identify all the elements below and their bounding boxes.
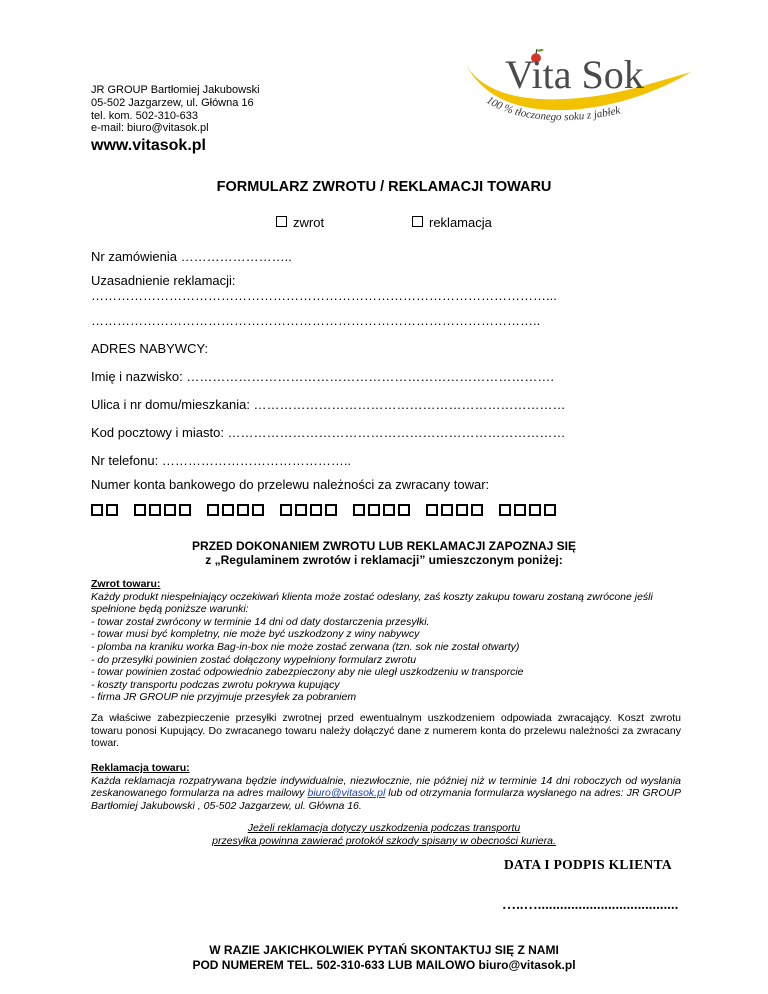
postal-city-field[interactable]: Kod pocztowy i miasto: …………………………………………………………………… xyxy=(91,425,566,440)
account-digit-box[interactable] xyxy=(252,504,264,516)
returns-condition: - towar został zwrócony w terminie 14 dni od daty dostarczenia przesyłki. xyxy=(91,615,430,628)
account-number-boxes[interactable] xyxy=(91,504,559,516)
returns-condition: - do przesyłki powinien zostać dołączony wypełniony formularz zwrotu xyxy=(91,653,417,666)
company-address: 05-502 Jazgarzew, ul. Główna 16 xyxy=(91,96,254,109)
complaint-option-label: reklamacja xyxy=(429,215,492,230)
account-digit-box[interactable] xyxy=(544,504,556,516)
footer-line-1: W RAZIE JAKICHKOLWIEK PYTAŃ SKONTAKTUJ SIĘ Z NAMI xyxy=(209,943,559,957)
returns-condition: - towar powinien zostać odpowiednio zabezpieczony aby nie uległ uszkodzeniu w transporcie xyxy=(91,666,524,679)
account-digit-box[interactable] xyxy=(237,504,249,516)
account-digit-box[interactable] xyxy=(295,504,307,516)
returns-condition: - plomba na kraniku worka Bag-in-box nie może zostać zerwana (tzn. sok nie został otwarty) xyxy=(91,640,520,653)
account-digit-box[interactable] xyxy=(164,504,176,516)
company-website: www.vitasok.pl xyxy=(91,137,206,155)
account-digit-box[interactable] xyxy=(471,504,483,516)
complaint-option[interactable] xyxy=(412,215,492,230)
company-email: e-mail: biuro@vitasok.pl xyxy=(91,122,209,135)
returns-heading: Zwrot towaru: xyxy=(91,578,161,590)
email-link[interactable]: biuro@vitasok.pl xyxy=(307,787,386,800)
reason-line-2[interactable]: ………………………………………………………………………………………….. xyxy=(91,313,541,328)
company-name: JR GROUP Bartłomiej Jakubowski xyxy=(91,84,260,96)
account-digit-box[interactable] xyxy=(207,504,219,516)
account-digit-box[interactable] xyxy=(499,504,511,516)
returns-condition: - towar musi być kompletny, nie może być uszkodzony z winy nabywcy xyxy=(91,628,420,641)
account-digit-box[interactable] xyxy=(91,504,103,516)
return-option[interactable] xyxy=(276,215,324,230)
complaints-heading: Reklamacja towaru: xyxy=(91,762,190,774)
brand-slogan: 100 % tłoczonego soku z jabłek xyxy=(484,94,622,124)
company-phone: tel. kom. 502-310-633 xyxy=(91,109,199,122)
notice xyxy=(0,539,768,567)
brand-name: Vita Sok xyxy=(505,52,644,97)
form-title: FORMULARZ ZWROTU / REKLAMACJI TOWARU xyxy=(216,179,552,195)
account-digit-box[interactable] xyxy=(368,504,380,516)
complaints-section xyxy=(91,762,681,812)
notice-line-2: z „Regulaminem zwrotów i reklamacji” umieszczonym poniżej: xyxy=(205,553,563,567)
footer xyxy=(0,943,768,973)
account-digit-group xyxy=(353,504,413,516)
account-digit-box[interactable] xyxy=(179,504,191,516)
name-field[interactable]: Imię i nazwisko: …………………………………………………………………………. xyxy=(91,369,554,384)
account-digit-group xyxy=(207,504,267,516)
account-digit-box[interactable] xyxy=(514,504,526,516)
account-digit-box[interactable] xyxy=(456,504,468,516)
notice-line-1: PRZED DOKONANIEM ZWROTU LUB REKLAMACJI ZAPOZNAJ SIĘ xyxy=(192,539,576,553)
account-digit-box[interactable] xyxy=(134,504,146,516)
returns-section xyxy=(91,578,681,704)
vita-sok-logo xyxy=(456,44,706,144)
transport-note xyxy=(0,822,768,847)
account-digit-box[interactable] xyxy=(441,504,453,516)
order-number-field[interactable]: Nr zamówienia …………………….. xyxy=(91,249,292,264)
transport-line-2: przesyłka powinna zawierać protokół szkody spisany w obecności kuriera. xyxy=(212,834,556,847)
account-digit-box[interactable] xyxy=(353,504,365,516)
account-digit-box[interactable] xyxy=(106,504,118,516)
footer-line-2: POD NUMEREM TEL. 502-310-633 LUB MAILOWO biuro@vitasok.pl xyxy=(192,958,576,972)
account-digit-box[interactable] xyxy=(383,504,395,516)
account-digit-box[interactable] xyxy=(310,504,322,516)
account-label: Numer konta bankowego do przelewu należności za zwracany towar: xyxy=(91,477,490,492)
account-digit-group xyxy=(426,504,486,516)
account-digit-group xyxy=(134,504,194,516)
reason-label: Uzasadnienie reklamacji: xyxy=(91,273,236,288)
returns-condition: - firma JR GROUP nie przyjmuje przesyłek za pobraniem xyxy=(91,691,357,704)
account-digit-box[interactable] xyxy=(529,504,541,516)
complaint-checkbox[interactable] xyxy=(412,216,423,227)
account-digit-group xyxy=(280,504,340,516)
buyer-address-header: ADRES NABYWCY: xyxy=(91,341,209,356)
account-digit-box[interactable] xyxy=(325,504,337,516)
transport-line-1: Jeżeli reklamacja dotyczy uszkodzenia podczas transportu xyxy=(247,822,521,834)
account-digit-box[interactable] xyxy=(426,504,438,516)
account-digit-group xyxy=(499,504,559,516)
account-digit-box[interactable] xyxy=(222,504,234,516)
logo-graphic xyxy=(456,44,706,144)
signature-label: DATA I PODPIS KLIENTA xyxy=(504,857,672,872)
returns-security: Za właściwe zabezpieczenie przesyłki zwrotnej przed ewentualnym uszkodzeniem odpowiada zwracający. Koszt zwrotu towaru ponosi Kupujący. Do zwracanego towaru należy dołączyć dane z numerem konta do przelewu należności za zwracany towar. xyxy=(91,712,681,750)
company-info xyxy=(91,84,260,156)
account-digit-box[interactable] xyxy=(149,504,161,516)
returns-intro: Każdy produkt niespełniający oczekiwań klienta może zostać odesłany, zaś koszty zakupu towaru zostaną zwrócone jeśli spełnione będą poniższe warunki: xyxy=(91,590,653,616)
reason-line-1[interactable]: ……………………………………………………………………………………………... xyxy=(91,288,557,303)
account-digit-box[interactable] xyxy=(398,504,410,516)
account-digit-box[interactable] xyxy=(280,504,292,516)
return-option-label: zwrot xyxy=(293,215,325,230)
phone-field[interactable]: Nr telefonu: …………………………………….. xyxy=(91,453,352,468)
signature-field[interactable]: …..…...................................... xyxy=(502,898,679,913)
street-field[interactable]: Ulica i nr domu/mieszkania: ……………………………………………………………… xyxy=(91,397,566,412)
complaints-text: Każda reklamacja rozpatrywana będzie indywidualnie, niezwłocznie, nie później niż w terminie 14 dni roboczych od wysłania zeskanowanego formularza na adres mailowy biuro@vitasok.pl lub od otrzymania formularza wysłanego na adres: JR GROUP Bartłomiej Jakubowski , 05-502 Jazgarzew, ul. Główna 16. xyxy=(91,774,681,812)
return-checkbox[interactable] xyxy=(276,216,287,227)
account-digit-group xyxy=(91,504,121,516)
returns-condition: - koszty transportu podczas zwrotu pokrywa kupujący xyxy=(91,678,340,691)
